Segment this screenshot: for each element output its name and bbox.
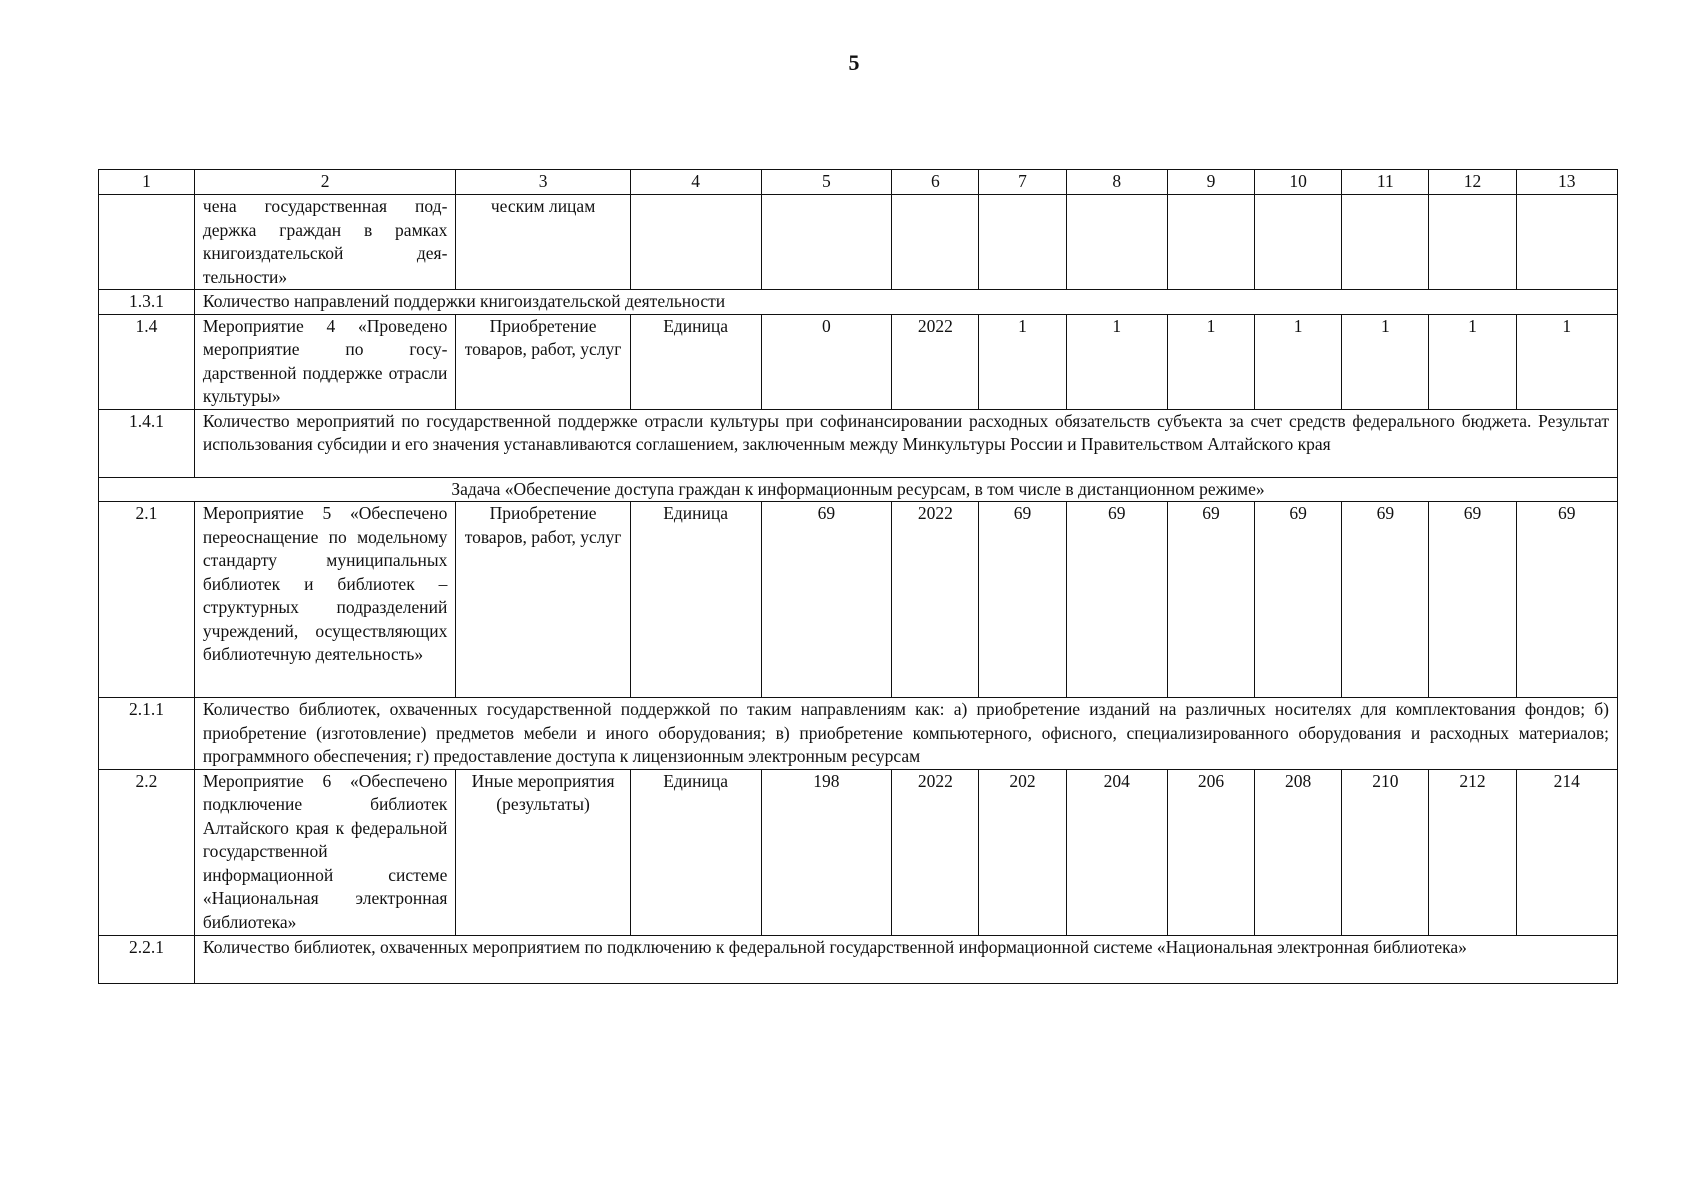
row-number xyxy=(99,195,195,290)
year-value: 1 xyxy=(1342,314,1429,409)
activity-row xyxy=(99,769,1618,935)
year-value: 1 xyxy=(1066,314,1167,409)
activity-type: Приобретение товаров, работ, услуг xyxy=(456,502,630,698)
year-value: 1 xyxy=(1429,314,1516,409)
year-value: 69 xyxy=(1516,502,1617,698)
year-value: 69 xyxy=(1255,502,1342,698)
column-number-6: 6 xyxy=(892,170,979,195)
column-number-11: 11 xyxy=(1342,170,1429,195)
column-number-5: 5 xyxy=(761,170,892,195)
year-value xyxy=(1167,195,1254,290)
year-value: 69 xyxy=(1342,502,1429,698)
activity-title: Мероприятие 4 «Проведено мероприятие по государственной поддержке отрасли культуры» xyxy=(194,314,456,409)
result-description: Количество библиотек, охваченных государственной поддержкой по таким направлениям как: а) приобретение изданий на различных носителях для комплектования фондов; б) приобретение (изготовление) предметов мебели и иного оборудования; в) приобретение компьютерного, офисного, специализированного оборудования и расходных материалов; программного обеспечения; г) предоставление доступа к лицензионным электронным ресурсам xyxy=(194,698,1617,770)
year-value xyxy=(1429,195,1516,290)
column-number-4: 4 xyxy=(630,170,761,195)
result-row xyxy=(99,290,1618,315)
year-value: 206 xyxy=(1167,769,1254,935)
column-number-13: 13 xyxy=(1516,170,1617,195)
year-value xyxy=(1516,195,1617,290)
result-row xyxy=(99,409,1618,477)
year-value: 1 xyxy=(1167,314,1254,409)
base-value: 69 xyxy=(761,502,892,698)
activity-type: Приобретение товаров, работ, услуг xyxy=(456,314,630,409)
table-body xyxy=(99,170,1618,984)
column-number-row xyxy=(99,170,1618,195)
activity-title: Мероприятие 6 «Обеспечено подключение библиотек Алтайского края к федеральной государственной информационной системе «Национальная электронная библиотека» xyxy=(194,769,456,935)
row-number: 1.4 xyxy=(99,314,195,409)
unit-of-measure: Единица xyxy=(630,502,761,698)
row-number: 1.3.1 xyxy=(99,290,195,315)
column-number-1: 1 xyxy=(99,170,195,195)
base-year: 2022 xyxy=(892,314,979,409)
base-value: 0 xyxy=(761,314,892,409)
result-row xyxy=(99,698,1618,770)
base-year xyxy=(892,195,979,290)
column-number-9: 9 xyxy=(1167,170,1254,195)
year-value xyxy=(1342,195,1429,290)
indicators-table xyxy=(98,169,1618,984)
row-number: 1.4.1 xyxy=(99,409,195,477)
year-value xyxy=(1066,195,1167,290)
column-number-10: 10 xyxy=(1255,170,1342,195)
year-value xyxy=(1255,195,1342,290)
column-number-7: 7 xyxy=(979,170,1066,195)
year-value: 208 xyxy=(1255,769,1342,935)
year-value: 1 xyxy=(979,314,1066,409)
year-value: 214 xyxy=(1516,769,1617,935)
year-value: 1 xyxy=(1516,314,1617,409)
page-number: 5 xyxy=(848,50,860,75)
result-description: Количество библиотек, охваченных мероприятием по подключению к федеральной государственной информационной системе «Национальная электронная библиотека» xyxy=(194,935,1617,983)
row-number: 2.2 xyxy=(99,769,195,935)
column-number-3: 3 xyxy=(456,170,630,195)
year-value: 202 xyxy=(979,769,1066,935)
year-value: 69 xyxy=(979,502,1066,698)
result-description: Количество направлений поддержки книгоиздательской деятельности xyxy=(194,290,1617,315)
unit-of-measure xyxy=(630,195,761,290)
year-value: 204 xyxy=(1066,769,1167,935)
base-value xyxy=(761,195,892,290)
unit-of-measure: Единица xyxy=(630,314,761,409)
unit-of-measure: Единица xyxy=(630,769,761,935)
activity-title: Мероприятие 5 «Обеспечено переоснащение по модельному стандарту муниципальных библиотек и библиотек – структурных подразделений учреждений, осуществляющих библиотечную деятельность» xyxy=(194,502,456,698)
base-year: 2022 xyxy=(892,769,979,935)
activity-type: ческим лицам xyxy=(456,195,630,290)
result-description: Количество мероприятий по государственной поддержке отрасли культуры при софинансировании расходных обязательств субъекта за счет средств федерального бюджета. Результат использования субсидии и его значения устанавливаются соглашением, заключенным между Минкультуры России и Правительством Алтайского края xyxy=(194,409,1617,477)
column-number-12: 12 xyxy=(1429,170,1516,195)
row-number: 2.1 xyxy=(99,502,195,698)
year-value xyxy=(979,195,1066,290)
row-number: 2.1.1 xyxy=(99,698,195,770)
activity-title: чена государственная поддержка граждан в рамках книгоиздательской деятельности» xyxy=(194,195,456,290)
year-value: 210 xyxy=(1342,769,1429,935)
year-value: 1 xyxy=(1255,314,1342,409)
result-row xyxy=(99,935,1618,983)
column-number-2: 2 xyxy=(194,170,456,195)
activity-row xyxy=(99,314,1618,409)
activity-row xyxy=(99,502,1618,698)
row-number: 2.2.1 xyxy=(99,935,195,983)
year-value: 69 xyxy=(1167,502,1254,698)
base-value: 198 xyxy=(761,769,892,935)
task-row xyxy=(99,477,1618,502)
activity-row xyxy=(99,195,1618,290)
task-heading: Задача «Обеспечение доступа граждан к информационным ресурсам, в том числе в дистанционном режиме» xyxy=(99,477,1618,502)
year-value: 69 xyxy=(1066,502,1167,698)
year-value: 212 xyxy=(1429,769,1516,935)
year-value: 69 xyxy=(1429,502,1516,698)
activity-type: Иные мероприятия (результаты) xyxy=(456,769,630,935)
base-year: 2022 xyxy=(892,502,979,698)
column-number-8: 8 xyxy=(1066,170,1167,195)
